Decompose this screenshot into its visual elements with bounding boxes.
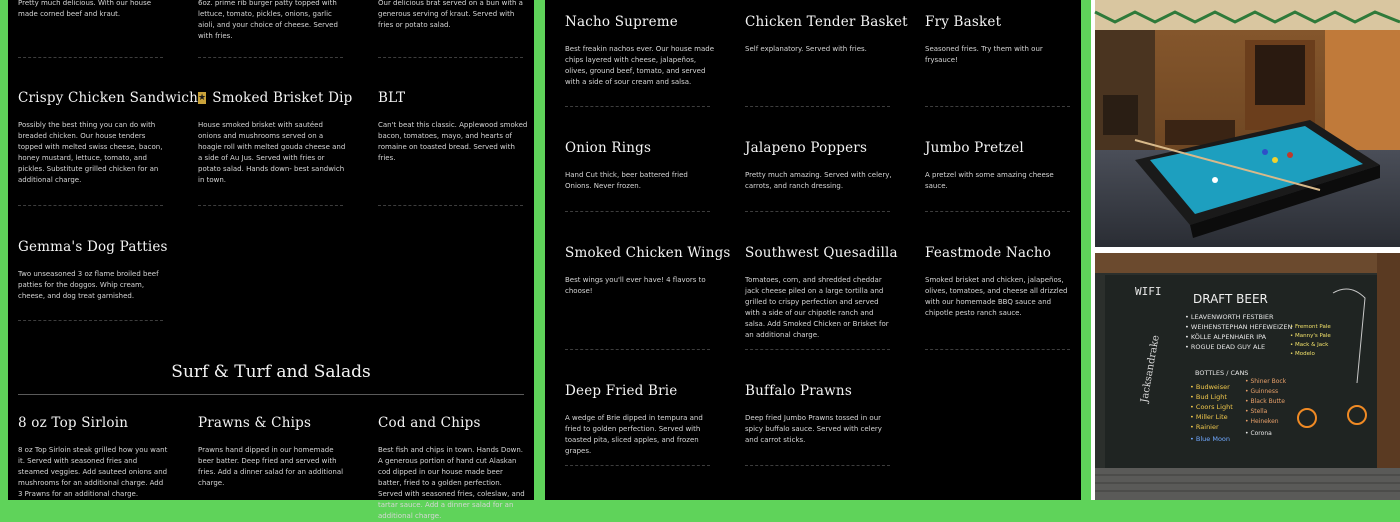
menu-item-title: Prawns & Chips [198, 415, 312, 431]
divider [745, 211, 890, 212]
menu-item-title: Feastmode Nacho [925, 245, 1052, 261]
divider [925, 106, 1070, 107]
pool-table-photo [1095, 0, 1400, 247]
section-rule [18, 394, 524, 395]
menu-item [745, 383, 895, 446]
menu-item-description: Pretty much amazing. Served with celery, carrots, and ranch dressing. [745, 171, 892, 190]
menu-item [565, 140, 715, 192]
board-wifi-text: WIFI [1135, 285, 1162, 298]
menu-item-title: BLT [378, 90, 406, 106]
board-col3-line: • Shiner Bock [1245, 378, 1287, 385]
pool-table-image [1095, 0, 1400, 247]
menu-panel-sandwiches [8, 0, 534, 520]
menu-item-description: 8 oz Top Sirloin steak grilled how you want it. Served with seasoned fries and steamed veggies. Add sauteed onions and mushrooms for an additional charge. Add 3 Prawns for an additional charge. [18, 446, 168, 498]
menu-item-description: Smoked brisket and chicken, jalapeños, olives, tomatoes, and cheese all drizzled with our homemade BBQ sauce and chipotle pesto ranch sauce. [925, 276, 1068, 317]
menu-item-description: Best wings you'll ever have! 4 flavors to choose! [565, 276, 706, 295]
board-draft-line: • ROGUE DEAD GUY ALE [1185, 343, 1266, 351]
menu-item-desc [18, 0, 168, 20]
menu-item [378, 90, 528, 164]
board-col4-line: • Mack & Jack [1290, 342, 1329, 348]
menu-item-description: Best fish and chips in town. Hands Down. A generous portion of hand cut Alaskan cod dipped in our house made beer batter, fried to a golden perfection. Served with seasoned fries, coleslaw, and tartar sauce. Add a dinner salad for an additional charge. [378, 446, 525, 520]
menu-item-title: Fry Basket [925, 14, 1002, 30]
divider [565, 211, 710, 212]
photo-column [1091, 0, 1400, 500]
menu-item-description: Can't beat this classic. Applewood smoked bacon, tomatoes, mayo, and hearts of romaine on toasted bread. Served with fries. [378, 121, 528, 162]
menu-item [925, 140, 1075, 192]
divider [18, 57, 163, 58]
menu-item-title: Nacho Supreme [565, 14, 678, 30]
chalkboard-photo [1095, 253, 1400, 500]
divider [925, 349, 1070, 350]
board-col3-line: • Stella [1245, 408, 1268, 415]
board-col4-line: • Manny's Pale [1290, 333, 1331, 339]
menu-item-title: Southwest Quesadilla [745, 245, 898, 261]
menu-item [18, 239, 168, 302]
menu-item-description: Tomatoes, corn, and shredded cheddar jack cheese piled on a large tortilla and grilled to crispy perfection and served with a side of our chipotle ranch and salsa. Add Smoked Chicken or Brisket for an additional charge. [745, 276, 889, 339]
menu-item [18, 415, 168, 500]
menu-item-desc [198, 0, 348, 42]
board-col4-line: • Modelo [1290, 351, 1315, 357]
menu-item-title: Buffalo Prawns [745, 383, 852, 399]
menu-item-desc [378, 0, 528, 31]
section-heading: Surf & Turf and Salads [171, 362, 371, 382]
menu-item-title: Gemma's Dog Patties [18, 239, 168, 255]
chalkboard-image [1095, 253, 1400, 500]
menu-item-description: Hand Cut thick, beer battered fried Onions. Never frozen. [565, 171, 688, 190]
menu-item-description: Prawns hand dipped in our homemade beer batter. Deep fried and served with fries. Add a dinner salad for an additional charge. [198, 446, 344, 487]
menu-panel-appetizers [545, 0, 1081, 500]
menu-item-description: Two unseasoned 3 oz flame broiled beef patties for the doggos. Whip cream, cheese, and dog treat garnished. [18, 270, 159, 300]
menu-item [925, 245, 1075, 319]
menu-item [745, 140, 895, 192]
menu-item-description: A pretzel with some amazing cheese sauce. [925, 171, 1054, 190]
divider [378, 205, 523, 206]
menu-item [198, 415, 348, 489]
menu-item [198, 90, 353, 186]
divider [378, 57, 523, 58]
board-draft-line: • LEAVENWORTH FESTBIER [1185, 313, 1274, 321]
board-col3-line: • Corona [1245, 430, 1272, 437]
menu-item-description: Possibly the best thing you can do with breaded chicken. Our house tenders topped with melted swiss cheese, bacon, honey mustard, lettuce, tomato, and pickles. Substitute grilled chicken for an additional charge. [18, 121, 163, 184]
board-bottle-line: • Bud Light [1190, 393, 1227, 401]
menu-item [378, 415, 528, 522]
divider [198, 205, 343, 206]
board-bottle-line: • Blue Moon [1190, 435, 1231, 443]
board-heading: DRAFT BEER [1193, 292, 1268, 306]
menu-item-description: Pretty much delicious. With our house made corned beef and kraut. [18, 0, 152, 18]
board-col3-line: • Black Butte [1245, 398, 1285, 405]
board-col3-line: • Heineken [1245, 418, 1279, 425]
menu-item-title: Jumbo Pretzel [925, 140, 1024, 156]
divider [925, 211, 1070, 212]
board-bottles-heading: BOTTLES / CANS [1195, 369, 1249, 377]
menu-item [565, 383, 715, 457]
menu-item [565, 245, 731, 297]
divider [745, 106, 890, 107]
divider [18, 205, 163, 206]
board-bottle-line: • Budweiser [1190, 383, 1230, 391]
menu-item-description: Deep fried Jumbo Prawns tossed in our spicy buffalo sauce. Served with celery and carrot sticks. [745, 414, 882, 444]
divider [745, 349, 890, 350]
menu-item [565, 14, 715, 88]
board-draft-line: • KÖLLE ALPENHAIER IPA [1185, 333, 1267, 341]
menu-item-title: Deep Fried Brie [565, 383, 678, 399]
board-draft-line: • WEIHENSTEPHAN HEFEWEIZEN [1185, 323, 1293, 331]
menu-item-title: Smoked Chicken Wings [565, 245, 731, 261]
menu-item-title: Chicken Tender Basket [745, 14, 908, 30]
menu-item [745, 14, 908, 55]
menu-item [745, 245, 898, 341]
menu-item-title: Onion Rings [565, 140, 652, 156]
board-side-text: Jacksandrake [1139, 334, 1162, 404]
menu-item [18, 90, 199, 186]
menu-item-description: Best freakin nachos ever. Our house made chips layered with cheese, jalapeños, olives, ground beef, tomato, and served with a side of sour cream and salsa. [565, 45, 715, 86]
signature-star-icon: ★ [198, 93, 207, 103]
board-bottle-line: • Coors Light [1190, 403, 1233, 411]
menu-item-title: Jalapeno Poppers [745, 140, 868, 156]
divider [198, 57, 343, 58]
menu-item [925, 14, 1075, 66]
menu-item-description: House smoked brisket with sautéed onions and mushrooms served on a hoagie roll with melted gouda cheese and a side of Au Jus. Served with fries or potato salad. Hands down- best sandwich in town. [198, 121, 346, 184]
menu-item-description: Seasoned fries. Try them with our frysauce! [925, 45, 1043, 64]
menu-item-title: Crispy Chicken Sandwich [18, 90, 199, 106]
divider [565, 465, 710, 466]
menu-item-title: 8 oz Top Sirloin [18, 415, 129, 431]
board-col3-line: • Guinness [1245, 388, 1279, 395]
menu-item-title: Smoked Brisket Dip [212, 90, 353, 106]
menu-item-description: 6oz. prime rib burger patty topped with lettuce, tomato, pickles, onions, garlic aioli, and your choice of cheese. Served with fries. [198, 0, 338, 40]
divider [565, 106, 710, 107]
menu-item-description: A wedge of Brie dipped in tempura and fried to golden perfection. Served with toasted pita, sliced apples, and frozen grapes. [565, 414, 703, 455]
board-bottle-line: • Rainier [1190, 423, 1219, 431]
menu-item-title: Cod and Chips [378, 415, 481, 431]
divider [565, 349, 710, 350]
board-bottle-line: • Miller Lite [1190, 413, 1228, 421]
board-col4-line: • Fremont Pale [1290, 324, 1331, 330]
divider [18, 320, 163, 321]
menu-item-description: Self explanatory. Served with fries. [745, 45, 867, 53]
divider [745, 465, 890, 466]
menu-item-description: Our delicious brat served on a bun with a generous serving of kraut. Served with fries or potato salad. [378, 0, 523, 29]
